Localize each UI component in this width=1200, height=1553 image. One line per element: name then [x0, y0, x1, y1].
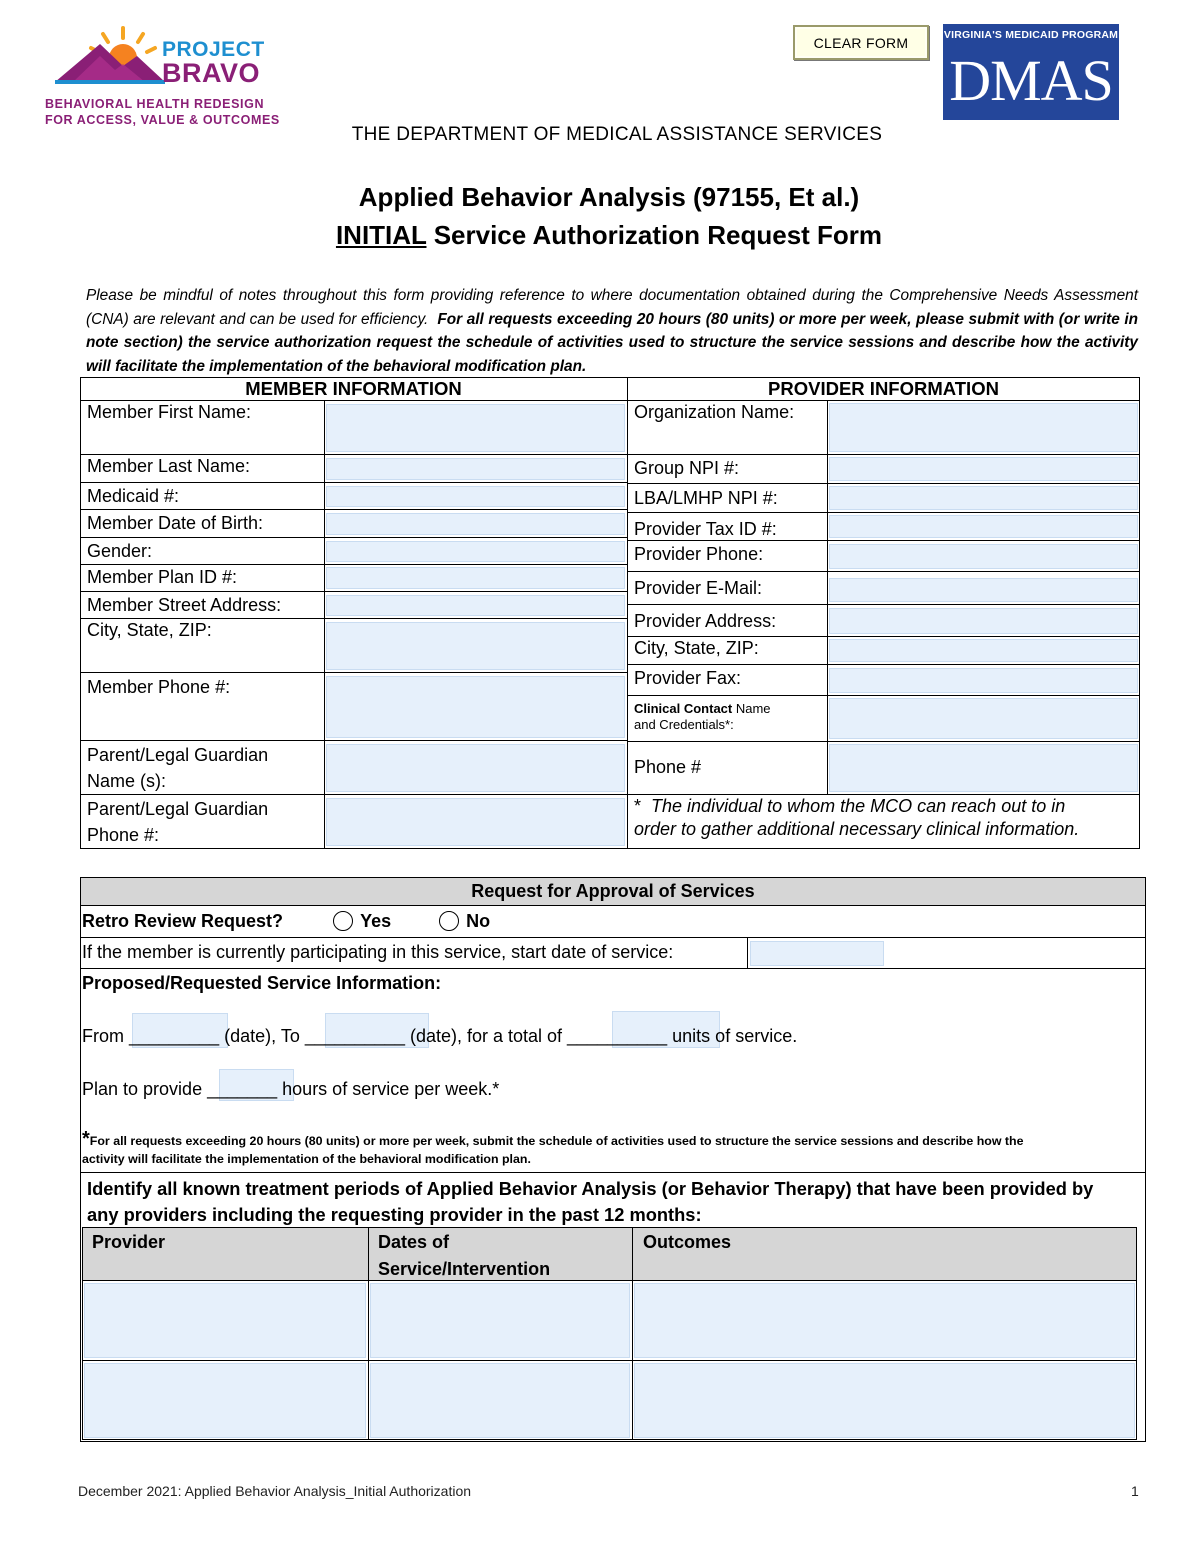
request-note-star: *	[82, 1128, 90, 1150]
guardian-phone-field[interactable]	[326, 798, 625, 846]
sun-mountain-icon	[45, 22, 165, 92]
member-phone-field[interactable]	[326, 676, 625, 738]
table-divider	[627, 377, 628, 849]
provider-phone-field[interactable]	[829, 544, 1138, 569]
member-dob-field[interactable]	[326, 513, 625, 535]
request-heading: Request for Approval of Services	[81, 878, 1145, 905]
provider-city-label: City, State, ZIP:	[634, 638, 759, 658]
col-dates-1: Dates of	[378, 1232, 450, 1252]
to-blank: __________	[304, 1026, 405, 1046]
retro-yes-radio[interactable]	[333, 911, 353, 931]
tax-id-label: Provider Tax ID #:	[634, 519, 777, 539]
title-initial: INITIAL	[335, 220, 427, 250]
lba-npi-field[interactable]	[829, 486, 1138, 510]
member-first-name-field[interactable]	[326, 404, 625, 452]
dmas-logo-big: DMAS	[949, 48, 1113, 113]
group-npi-field[interactable]	[829, 457, 1138, 481]
provider-email-label: Provider E-Mail:	[634, 578, 763, 598]
medicaid-field[interactable]	[326, 486, 625, 507]
dmas-logo	[943, 24, 1119, 120]
clinical-contact-field[interactable]	[829, 698, 1138, 739]
treatment-row1-provider[interactable]	[84, 1283, 366, 1358]
col-dates	[378, 1229, 550, 1283]
logo-text-bravo: BRAVO	[162, 58, 261, 88]
provider-city-field[interactable]	[829, 639, 1138, 662]
clinical-contact-bold: Clinical Contact	[634, 701, 733, 716]
medicaid-label: Medicaid #:	[87, 486, 180, 506]
current-start-date-field[interactable]	[750, 941, 884, 966]
gender-field[interactable]	[326, 541, 625, 562]
col-outcomes: Outcomes	[643, 1232, 732, 1252]
contact-phone-field[interactable]	[829, 744, 1138, 792]
intro-italic: Please be mindful of notes throughout this form providing reference to where documentation obtained during the Comprehensive Needs Assessment (CNA) are relevant and can be used for efficiency.	[86, 287, 1138, 328]
treatment-heading	[87, 1176, 1142, 1228]
clear-form-button[interactable]: CLEAR FORM	[793, 25, 929, 60]
date-to-label: (date), To	[219, 1026, 305, 1046]
guardian-name-field[interactable]	[326, 744, 625, 792]
tax-id-field[interactable]	[829, 515, 1138, 538]
member-street-label: Member Street Address:	[87, 595, 282, 615]
treatment-row1-outcomes[interactable]	[634, 1283, 1135, 1358]
intro-bold: For all requests exceeding 20 hours (80 units) or more per week, please submit with (or write in note section) the service authorization request the schedule of activities used to structure the service sessions and describe how the activity will facilitate the implementation of the behavioral modification plan.	[86, 310, 1138, 375]
guardian-phone-label-2: Phone #:	[87, 825, 160, 845]
org-name-field[interactable]	[829, 403, 1138, 452]
units-label: units of service.	[667, 1026, 798, 1046]
lba-npi-label: LBA/LMHP NPI #:	[634, 488, 778, 508]
member-city-label: City, State, ZIP:	[87, 620, 212, 640]
guardian-name-label-2: Name (s):	[87, 771, 167, 791]
department-title: THE DEPARTMENT OF MEDICAL ASSISTANCE SERVICES	[351, 124, 883, 145]
treatment-row2-outcomes[interactable]	[634, 1363, 1135, 1438]
page-number: 1	[1131, 1483, 1139, 1499]
treatment-heading-line1: Identify all known treatment periods of Applied Behavior Analysis (or Behavior Therapy) that have been provided by	[87, 1178, 1094, 1199]
clinical-contact-rest1: Name	[732, 701, 771, 716]
plan-line	[82, 1077, 499, 1101]
from-label: From	[82, 1026, 124, 1046]
retro-no-radio[interactable]	[439, 911, 459, 931]
group-npi-label: Group NPI #:	[634, 458, 740, 478]
intro-paragraph	[86, 284, 1138, 378]
plan-suffix: hours of service per week.*	[277, 1079, 500, 1099]
member-last-name-field[interactable]	[326, 458, 625, 480]
guardian-phone-label-1: Parent/Legal Guardian	[87, 799, 269, 819]
contact-phone-label: Phone #	[634, 757, 702, 777]
plan-prefix: Plan to provide	[82, 1079, 208, 1099]
treatment-row1-dates[interactable]	[370, 1283, 630, 1358]
guardian-name-label-1: Parent/Legal Guardian	[87, 745, 269, 765]
retro-review-label: Retro Review Request?	[82, 911, 284, 931]
request-note-line2: activity will facilitate the implementation of the behavioral modification plan.	[82, 1152, 531, 1166]
clinical-contact-label	[634, 701, 771, 733]
proposed-heading: Proposed/Requested Service Information:	[82, 973, 442, 993]
request-note-line1: For all requests exceeding 20 hours (80 units) or more per week, submit the schedule of activities used to structure the service sessions and describe how the	[89, 1134, 1024, 1148]
treatment-row2-provider[interactable]	[84, 1363, 366, 1438]
member-info-heading: MEMBER INFORMATION	[245, 378, 462, 399]
form-title-line2	[0, 220, 1200, 251]
footer-text: December 2021: Applied Behavior Analysis_Initial Authorization	[78, 1483, 472, 1499]
provider-fax-label: Provider Fax:	[634, 668, 742, 688]
logo-tagline-2: FOR ACCESS, VALUE & OUTCOMES	[45, 113, 280, 127]
current-start-label: If the member is currently participating in this service, start date of service:	[82, 942, 674, 962]
dmas-logo-top: VIRGINIA'S MEDICAID PROGRAM	[943, 29, 1119, 41]
member-first-name-label: Member First Name:	[87, 402, 252, 422]
clinical-contact-rest2: and Credentials*:	[634, 717, 734, 732]
provider-address-field[interactable]	[829, 608, 1138, 634]
treatment-heading-line2: any providers including the requesting provider in the past 12 months:	[87, 1204, 702, 1225]
member-city-field[interactable]	[326, 622, 625, 670]
note-star: *	[634, 796, 642, 816]
note-line2: order to gather additional necessary clinical information.	[634, 819, 1080, 839]
member-phone-label: Member Phone #:	[87, 677, 231, 697]
from-to-line	[82, 1024, 797, 1048]
org-name-label: Organization Name:	[634, 402, 795, 422]
logo-tagline-1: BEHAVIORAL HEALTH REDESIGN	[45, 97, 265, 111]
request-note	[82, 1130, 1142, 1168]
note-line1: The individual to whom the MCO can reach out to in	[651, 796, 1066, 816]
treatment-row2-dates[interactable]	[370, 1363, 630, 1438]
retro-review-row	[82, 909, 490, 933]
provider-fax-field[interactable]	[829, 668, 1138, 693]
col-provider: Provider	[92, 1232, 166, 1252]
date-total-label: (date), for a total of	[404, 1026, 568, 1046]
clinical-contact-note	[634, 795, 1079, 841]
member-dob-label: Member Date of Birth:	[87, 513, 264, 533]
provider-address-label: Provider Address:	[634, 611, 777, 631]
hours-blank: _______	[207, 1079, 278, 1099]
logo-text-project: PROJECT	[162, 38, 265, 61]
retro-yes-label: Yes	[360, 911, 392, 931]
member-plan-id-field[interactable]	[326, 567, 625, 589]
form-title-line1: Applied Behavior Analysis (97155, Et al.)	[358, 182, 860, 212]
total-blank: __________	[567, 1026, 668, 1046]
from-blank: _________	[129, 1026, 220, 1046]
gender-label: Gender:	[87, 541, 153, 561]
col-dates-2: Service/Intervention	[378, 1259, 551, 1279]
title-rest: Service Authorization Request Form	[426, 220, 883, 250]
provider-email-field[interactable]	[829, 578, 1138, 602]
member-street-field[interactable]	[326, 595, 625, 616]
member-last-name-label: Member Last Name:	[87, 456, 251, 476]
retro-no-label: No	[466, 911, 491, 931]
member-plan-id-label: Member Plan ID #:	[87, 567, 238, 587]
provider-info-heading: PROVIDER INFORMATION	[768, 378, 999, 399]
provider-phone-label: Provider Phone:	[634, 544, 764, 564]
treatment-header-row	[83, 1228, 1136, 1280]
